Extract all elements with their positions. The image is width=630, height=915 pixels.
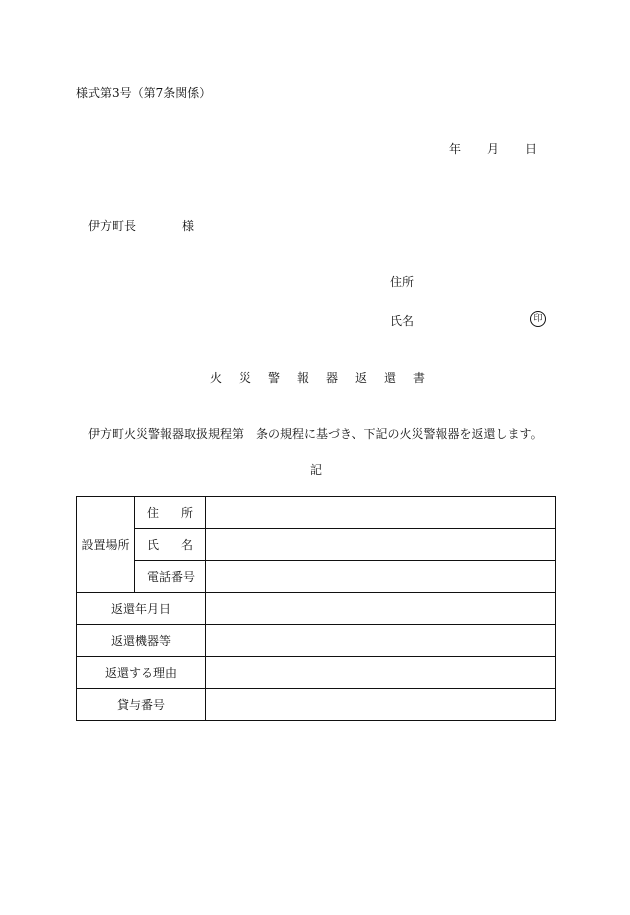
table-row bbox=[77, 529, 556, 561]
addressee-name: 伊方町長 bbox=[88, 219, 137, 233]
returned-devices-label: 返還機器等 bbox=[77, 625, 206, 657]
body-text: 伊方町火災警報器取扱規程第 条の規程に基づき、下記の火災警報器を返還します。 bbox=[88, 427, 543, 441]
return-reason-field[interactable] bbox=[206, 657, 556, 689]
return-form-table bbox=[76, 496, 556, 721]
ki-heading: 記 bbox=[310, 463, 323, 477]
form-number: 様式第3号（第7条関係） bbox=[76, 86, 212, 100]
returned-devices-field[interactable] bbox=[206, 625, 556, 657]
phone-field[interactable] bbox=[206, 561, 556, 593]
table-row bbox=[77, 497, 556, 529]
address-label-cell bbox=[135, 497, 206, 529]
phone-label-cell bbox=[135, 561, 206, 593]
table-row bbox=[77, 593, 556, 625]
table-row bbox=[77, 625, 556, 657]
date-day: 日 bbox=[525, 142, 538, 156]
date-month: 月 bbox=[487, 142, 500, 156]
loan-number-field[interactable] bbox=[206, 689, 556, 721]
return-date-label: 返還年月日 bbox=[77, 593, 206, 625]
table-row bbox=[77, 561, 556, 593]
date-year: 年 bbox=[449, 142, 462, 156]
addressee-honorific: 様 bbox=[182, 219, 195, 233]
phone-label: 電話番号 bbox=[147, 570, 196, 584]
applicant-address-label: 住所 bbox=[390, 275, 415, 289]
name-label-part: 名 bbox=[180, 538, 193, 552]
address-label-part: 住 bbox=[147, 506, 160, 520]
installation-location-label: 設置場所 bbox=[77, 497, 135, 593]
document-title: 火災警報器返還書 bbox=[210, 371, 443, 385]
addressee bbox=[88, 217, 194, 234]
table-row bbox=[77, 657, 556, 689]
address-field[interactable] bbox=[206, 497, 556, 529]
return-reason-label: 返還する理由 bbox=[77, 657, 206, 689]
name-field[interactable] bbox=[206, 529, 556, 561]
name-label-cell bbox=[135, 529, 206, 561]
loan-number-label: 貸与番号 bbox=[77, 689, 206, 721]
name-label-part: 氏 bbox=[147, 538, 160, 552]
applicant-name-label: 氏名 bbox=[390, 314, 415, 328]
date-line bbox=[449, 140, 537, 157]
address-label-part: 所 bbox=[180, 506, 193, 520]
return-date-field[interactable] bbox=[206, 593, 556, 625]
table-row bbox=[77, 689, 556, 721]
seal-icon: 印 bbox=[530, 311, 546, 327]
